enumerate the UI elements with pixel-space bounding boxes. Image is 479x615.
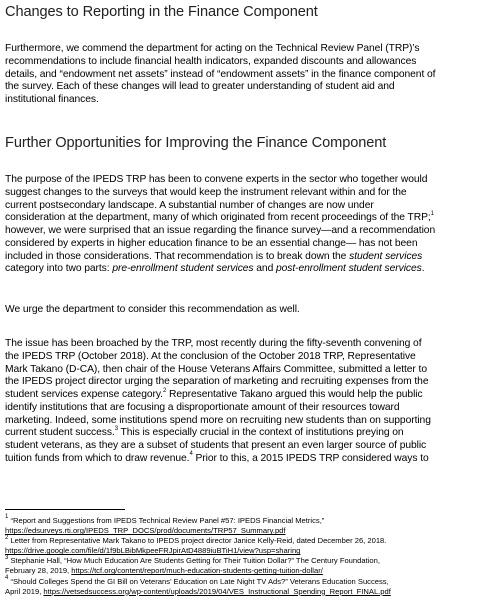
text-line: considered by experts in higher education finance to be an essential change— has not been — [5, 237, 418, 249]
paragraph-urge-department — [5, 304, 475, 317]
text-run: and — [253, 263, 277, 275]
footnote-link[interactable]: https://edsurveys.rti.org/IPEDS_TRP_DOCS/prod/documents/TRP57_Summary.pdf — [5, 526, 286, 536]
footnote-number: 1 — [5, 514, 9, 521]
footnote-link[interactable]: https://tcf.org/content/report/much-education-students-getting-tuition-dollar/ — [71, 566, 323, 576]
text-line: suggest changes to the surveys that would keep the instrument relevant within and for the — [5, 186, 407, 198]
footnote-ref[interactable]: 2 — [162, 387, 167, 394]
text-line — [5, 536, 477, 546]
paragraph-trp-purpose — [5, 174, 475, 276]
text-line — [5, 263, 475, 276]
footnote-link[interactable]: https://drive.google.com/file/d/1f9bLBibMkpeeFRJpirAtD4889iuBTiH1/view?usp=sharing — [5, 546, 301, 556]
text-line: Mark Takano (D-CA), then chair of the House Veterans Affairs Committee, submitted a letter to — [5, 363, 427, 375]
text-line — [5, 516, 477, 526]
footnote-4 — [5, 577, 477, 597]
text-line: marketing. Indeed, some institutions spend more on recruiting new students than on supporting — [5, 414, 431, 426]
text-line: student veterans, as they are a subset of students that present an even larger source of public — [5, 440, 427, 451]
text-line — [5, 556, 477, 566]
footnote-number: 4 — [5, 575, 9, 582]
footnotes — [5, 516, 477, 597]
text-line — [5, 427, 475, 440]
text-line — [5, 251, 475, 264]
text-line: recommendations to include financial health indicators, expanded discounts and allowances — [5, 55, 417, 67]
emphasis-text: pre-enrollment student services — [112, 263, 254, 275]
text-line — [5, 566, 477, 576]
text-run: included in those considerations. That recommendation is to break down the — [5, 250, 350, 262]
footnote-link[interactable]: https://vetsedsuccess.org/wp-content/uploads/2019/04/VES_Instructional_Spending_Report_FINAL.pdf — [43, 586, 391, 596]
text-line: Furthermore, we commend the department for acting on the Technical Review Panel (TRP)’s — [5, 43, 420, 54]
text-run: current student success. — [5, 427, 115, 439]
emphasis-text: student services — [349, 250, 423, 262]
text-line — [5, 389, 475, 402]
text-line: the survey. Each of these changes will lead to greater understanding of student aid and — [5, 81, 395, 93]
footnote-text: Letter from Representative Mark Takano to IPEDS project director Janice Kelly-Reid, dated December 26, 2018. — [8, 536, 387, 546]
paragraph-trp-commendation — [5, 43, 475, 107]
footnote-text: April 2019, — [5, 586, 44, 596]
footnote-2 — [5, 536, 477, 556]
emphasis-text: post-enrollment student services — [276, 263, 422, 275]
footnote-3 — [5, 556, 477, 576]
text-line — [5, 577, 477, 587]
text-run: Representative Takano argued this would help the public — [166, 389, 423, 400]
footnote-ref[interactable]: 1 — [430, 210, 434, 217]
text-line — [5, 212, 475, 225]
text-line: current postsecondary landscape. A substantial number of changes are now under — [5, 199, 374, 211]
text-run: student services expense category. — [5, 389, 163, 400]
footnote-text: February 28, 2019, — [5, 566, 72, 576]
text-run: tuition funds from which to draw revenue. — [5, 452, 190, 464]
footnote-ref[interactable]: 3 — [114, 425, 118, 432]
text-line: details, and “endowment net assets” instead of “endowment assets” in the finance component of — [5, 68, 436, 80]
paragraph-trp-history — [5, 338, 475, 466]
footnote-1 — [5, 516, 477, 536]
footnote-text: Stephanie Hall, “How Much Education Are Students Getting for Their Tuition Dollar?” The Century Foundation, — [8, 556, 380, 566]
footnote-number: 2 — [5, 534, 9, 541]
footnote-text: “Should Colleges Spend the GI Bill on Veterans’ Education on Late Night TV Ads?” Veterans Education Success, — [8, 576, 389, 586]
text-line: the IPEDS TRP (October 2018). At the conclusion of the October 2018 TRP, Representative — [5, 350, 416, 362]
text-run: This is especially crucial in the context of institutions preying on — [117, 427, 404, 439]
text-run: consideration at the department, many of which originated from recent proceedings of the TRP; — [5, 212, 431, 224]
section-heading-further-opportunities: Further Opportunities for Improving the Finance Component — [5, 135, 387, 151]
text-line: The issue has been broached by the TRP, most recently during the fifty-seventh convening of — [5, 338, 422, 349]
text-line — [5, 546, 477, 556]
text-line: We urge the department to consider this recommendation as well. — [5, 304, 300, 315]
section-heading-changes-to-reporting: Changes to Reporting in the Finance Component — [5, 4, 318, 20]
text-line: The purpose of the IPEDS TRP has been to convene experts in the sector who together would — [5, 174, 428, 185]
footnote-text: “Report and Suggestions from IPEDS Technical Review Panel #57: IPEDS Financial Metrics,” — [8, 516, 325, 525]
text-line: however, we were surprised that an issue regarding the finance survey—and a recommendation — [5, 225, 436, 236]
text-line — [5, 587, 477, 597]
text-run: . — [421, 263, 425, 275]
text-line: the IPEDS project director urging the separation of marketing and recruiting expenses from the — [5, 376, 429, 388]
footnote-ref[interactable]: 4 — [189, 451, 193, 458]
footnote-divider — [5, 509, 125, 510]
text-run: Prior to this, a 2015 IPEDS TRP considered ways to — [192, 452, 429, 464]
text-line — [5, 526, 477, 536]
text-line: institutional finances. — [5, 94, 99, 105]
text-line: identify institutions that are focusing a disproportionate amount of their resources toward — [5, 401, 400, 413]
footnote-number: 3 — [5, 554, 9, 561]
text-line — [5, 453, 475, 466]
text-run: category into two parts: — [5, 263, 113, 275]
